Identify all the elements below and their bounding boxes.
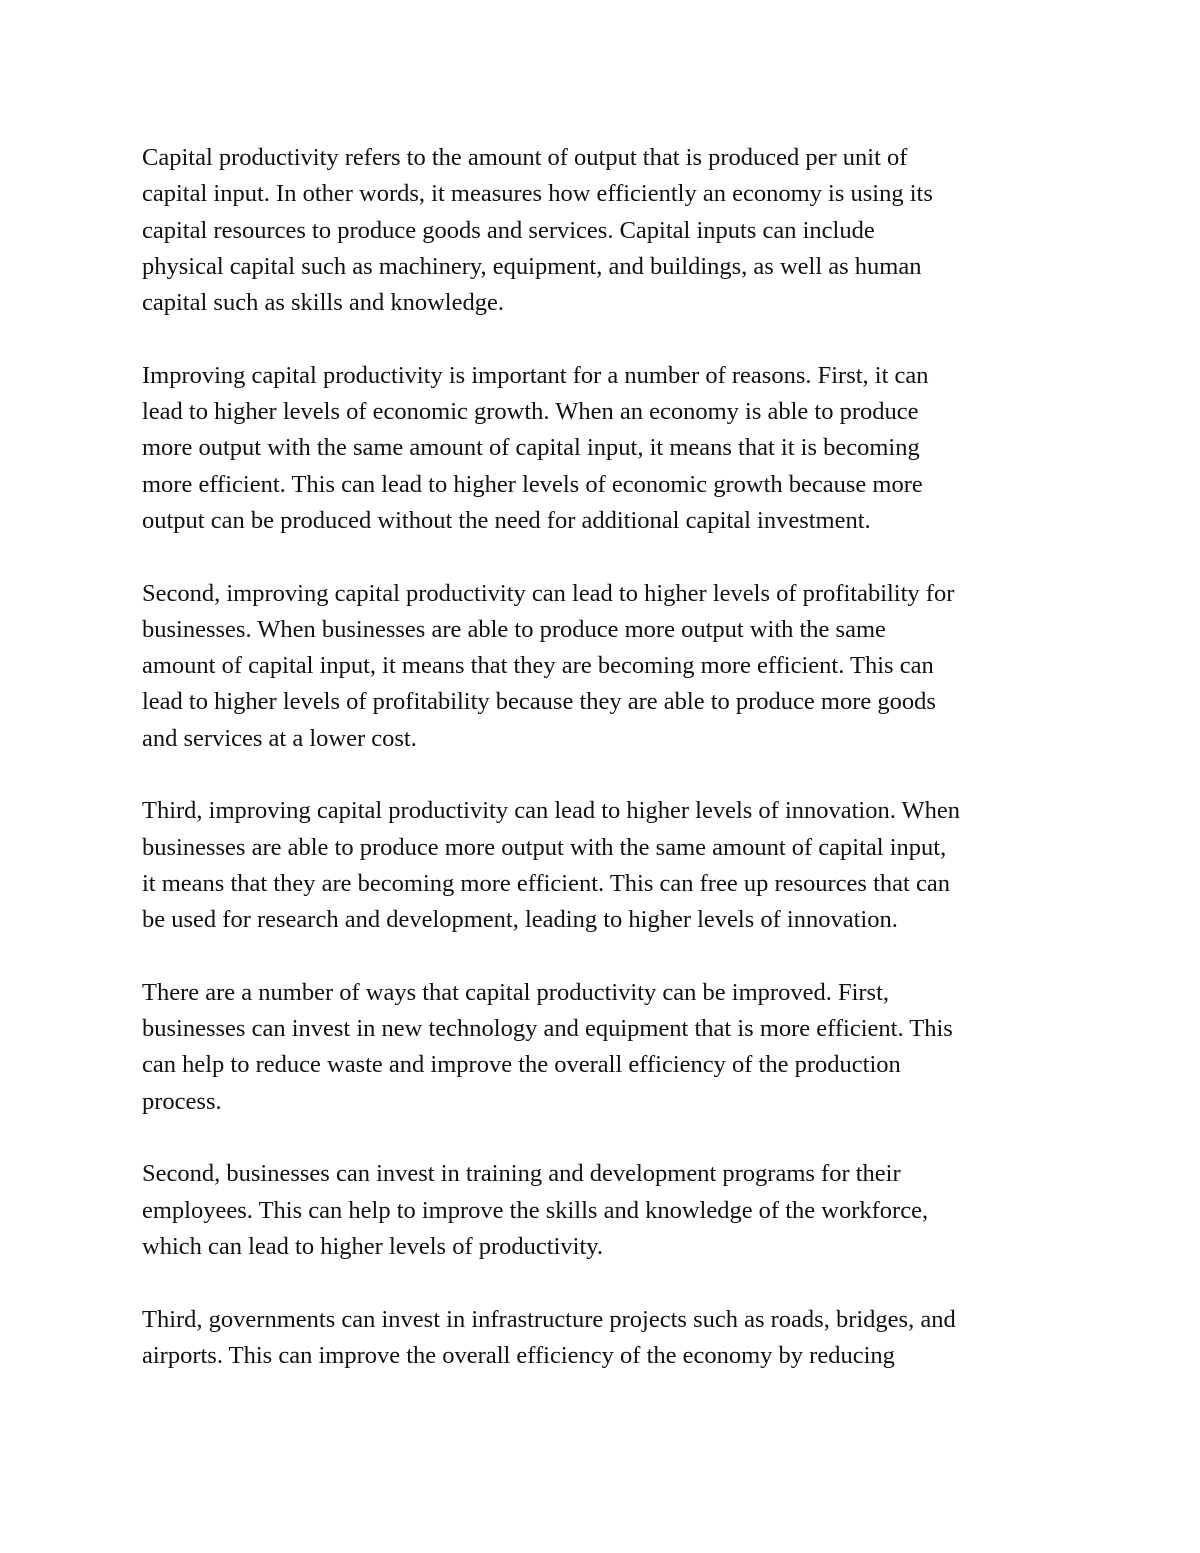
text-line: process.: [142, 1087, 222, 1115]
paragraph-2: [142, 358, 1102, 539]
text-line: Third, improving capital productivity can lead to higher levels of innovation. When: [142, 797, 961, 825]
text-line: Second, improving capital productivity can lead to higher levels of profitability for: [142, 579, 955, 607]
text-line: and services at a lower cost.: [142, 724, 417, 752]
text-line: Third, governments can invest in infrastructure projects such as roads, bridges, and: [142, 1305, 956, 1333]
text-line: can help to reduce waste and improve the overall efficiency of the production: [142, 1051, 901, 1079]
text-line: airports. This can improve the overall efficiency of the economy by reducing: [142, 1341, 895, 1369]
text-line: physical capital such as machinery, equipment, and buildings, as well as human: [142, 252, 922, 280]
text-line: There are a number of ways that capital productivity can be improved. First,: [142, 978, 889, 1006]
text-line: more output with the same amount of capital input, it means that it is becoming: [142, 434, 920, 462]
text-line: capital input. In other words, it measures how efficiently an economy is using its: [142, 180, 933, 208]
text-line: businesses can invest in new technology and equipment that is more efficient. This: [142, 1015, 953, 1043]
text-line: Second, businesses can invest in training and development programs for their: [142, 1160, 901, 1188]
text-line: which can lead to higher levels of productivity.: [142, 1232, 604, 1260]
text-line: capital resources to produce goods and services. Capital inputs can include: [142, 216, 875, 244]
text-line: lead to higher levels of economic growth. When an economy is able to produce: [142, 398, 919, 426]
paragraph-5: [142, 975, 1102, 1120]
text-line: output can be produced without the need for additional capital investment.: [142, 506, 871, 534]
text-line: it means that they are becoming more efficient. This can free up resources that can: [142, 869, 950, 897]
text-line: Improving capital productivity is important for a number of reasons. First, it can: [142, 361, 929, 389]
paragraph-1: [142, 140, 1102, 321]
paragraph-7: [142, 1302, 1102, 1375]
text-line: capital such as skills and knowledge.: [142, 289, 504, 317]
text-line: businesses are able to produce more output with the same amount of capital input,: [142, 833, 947, 861]
document-body: [142, 140, 1102, 1410]
paragraph-4: [142, 793, 1102, 938]
text-line: more efficient. This can lead to higher levels of economic growth because more: [142, 470, 923, 498]
paragraph-3: [142, 576, 1102, 757]
paragraph-6: [142, 1156, 1102, 1265]
text-line: amount of capital input, it means that they are becoming more efficient. This can: [142, 652, 934, 680]
text-line: Capital productivity refers to the amount of output that is produced per unit of: [142, 144, 908, 171]
text-line: be used for research and development, leading to higher levels of innovation.: [142, 906, 898, 934]
text-line: businesses. When businesses are able to produce more output with the same: [142, 615, 886, 643]
text-line: employees. This can help to improve the skills and knowledge of the workforce,: [142, 1196, 929, 1224]
text-line: lead to higher levels of profitability because they are able to produce more goods: [142, 688, 936, 716]
